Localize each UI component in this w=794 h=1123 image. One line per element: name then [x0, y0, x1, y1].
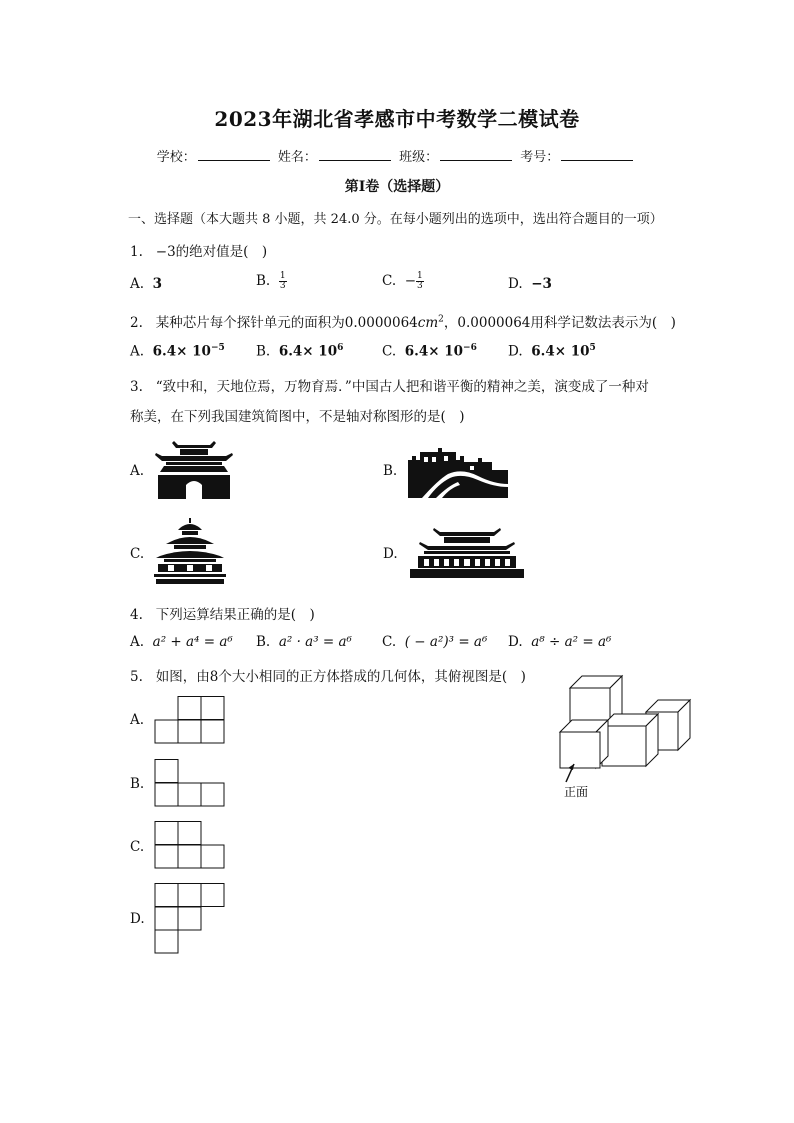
- question-stem: 某种芯片每个探针单元的面积为0.0000064: [155, 315, 418, 331]
- cube-solid-figure: [556, 668, 696, 800]
- option-5d-letter[interactable]: D.: [130, 911, 145, 927]
- option-3c-letter[interactable]: C.: [130, 546, 145, 562]
- option-5a-grid[interactable]: [154, 696, 226, 744]
- option-text: 3: [152, 276, 163, 292]
- option-text: −3: [531, 276, 552, 292]
- question-stem: 下列运算结果正确的是( ): [155, 607, 315, 623]
- exponent: −6: [463, 343, 477, 353]
- temple-gate-icon[interactable]: [154, 441, 234, 499]
- option-4d[interactable]: [508, 634, 611, 650]
- option-text: ( − a²)³ = a⁶: [404, 634, 488, 650]
- option-4c[interactable]: [382, 634, 487, 650]
- great-wall-icon[interactable]: [408, 440, 510, 498]
- question-number: 5.: [130, 669, 143, 685]
- option-5b-grid[interactable]: [154, 759, 226, 807]
- exponent: 6: [337, 343, 344, 353]
- option-letter: A.: [130, 276, 145, 292]
- question-stem: 如图，由8个大小相同的正方体搭成的几何体，其俯视图是( ): [155, 669, 526, 685]
- school-blank[interactable]: [198, 148, 270, 161]
- option-1c[interactable]: [382, 272, 424, 291]
- option-1d[interactable]: [508, 276, 552, 292]
- question-1: [130, 240, 267, 260]
- question-3: [130, 375, 649, 395]
- name-blank[interactable]: [319, 148, 391, 161]
- option-letter: B.: [256, 343, 271, 360]
- exam-no-blank[interactable]: [561, 148, 633, 161]
- option-letter: C.: [382, 343, 397, 360]
- question-stem-line1: “致中和，天地位焉，万物育焉．”中国古人把和谐平衡的精神之美，演变成了一种对: [155, 379, 649, 395]
- option-1b[interactable]: [256, 272, 287, 291]
- option-text: 6.4× 10: [278, 343, 338, 360]
- exam-title: 2023年湖北省孝感市中考数学二模试卷: [214, 107, 580, 131]
- question-number: 2.: [130, 315, 143, 331]
- option-text: 6.4× 10: [152, 343, 211, 360]
- option-letter: C.: [382, 634, 397, 650]
- option-5c-letter[interactable]: C.: [130, 839, 145, 855]
- option-letter: D.: [508, 276, 523, 292]
- exam-no-label: 考号：: [520, 150, 560, 165]
- part-title: 第Ⅰ卷（选择题）: [344, 179, 450, 195]
- option-5a-letter[interactable]: A.: [130, 712, 145, 728]
- option-1a[interactable]: [130, 276, 162, 292]
- exponent: −5: [210, 343, 225, 353]
- option-4b[interactable]: [256, 634, 352, 650]
- temple-of-heaven-icon[interactable]: [154, 518, 226, 584]
- name-label: 姓名：: [277, 150, 317, 165]
- option-2d[interactable]: [508, 343, 596, 360]
- option-letter: A.: [130, 343, 145, 360]
- question-2: [130, 311, 676, 331]
- question-number: 3.: [130, 379, 143, 395]
- minus-sign: −: [404, 273, 417, 289]
- option-text: 6.4× 10: [531, 343, 590, 360]
- option-3a-letter[interactable]: A.: [130, 463, 145, 479]
- option-letter: B.: [256, 634, 271, 650]
- tiananmen-icon[interactable]: [410, 526, 524, 578]
- question-number: 4.: [130, 607, 143, 623]
- front-view-label: 正面: [564, 785, 589, 799]
- option-5b-letter[interactable]: B.: [130, 776, 145, 792]
- option-letter: D.: [508, 343, 523, 360]
- fraction: $\frac{1}{3}$: [417, 271, 423, 291]
- question-3-line2: 称美，在下列我国建筑简图中，不是轴对称图形的是( ): [130, 409, 465, 425]
- school-label: 学校：: [156, 150, 196, 165]
- student-info-line: [0, 146, 794, 165]
- option-3d-letter[interactable]: D.: [383, 546, 398, 562]
- option-letter: D.: [508, 634, 523, 650]
- option-2c[interactable]: [382, 343, 477, 360]
- option-text: a² · a³ = a⁶: [278, 634, 352, 650]
- option-text: 6.4× 10: [404, 343, 464, 360]
- question-5: [130, 665, 526, 685]
- question-stem: −3的绝对值是( ): [155, 244, 268, 260]
- option-text: a² + a⁴ = a⁶: [152, 634, 233, 650]
- exponent: 5: [589, 343, 596, 353]
- option-letter: A.: [130, 634, 145, 650]
- option-4a[interactable]: [130, 634, 233, 650]
- question-stem-tail: ，0.0000064用科学记数法表示为( ): [443, 315, 676, 331]
- option-5c-grid[interactable]: [154, 821, 226, 869]
- section-title: 一、选择题（本大题共 8 小题，共 24.0 分。在每小题列出的选项中，选出符合题目的一项）: [128, 212, 663, 227]
- option-2b[interactable]: [256, 343, 343, 360]
- class-blank[interactable]: [440, 148, 512, 161]
- unit: cm: [417, 315, 439, 331]
- option-3b-letter[interactable]: B.: [383, 463, 398, 479]
- question-number: 1.: [130, 244, 143, 260]
- fraction: $\frac{1}{3}$: [279, 271, 286, 291]
- option-letter: B.: [256, 273, 271, 289]
- option-5d-grid[interactable]: [154, 883, 226, 955]
- class-label: 班级：: [399, 150, 439, 165]
- option-letter: C.: [382, 273, 397, 289]
- question-4: [130, 603, 315, 623]
- unit-exponent: 2: [438, 314, 444, 325]
- option-text: a⁸ ÷ a² = a⁶: [531, 634, 612, 650]
- option-2a[interactable]: [130, 343, 225, 360]
